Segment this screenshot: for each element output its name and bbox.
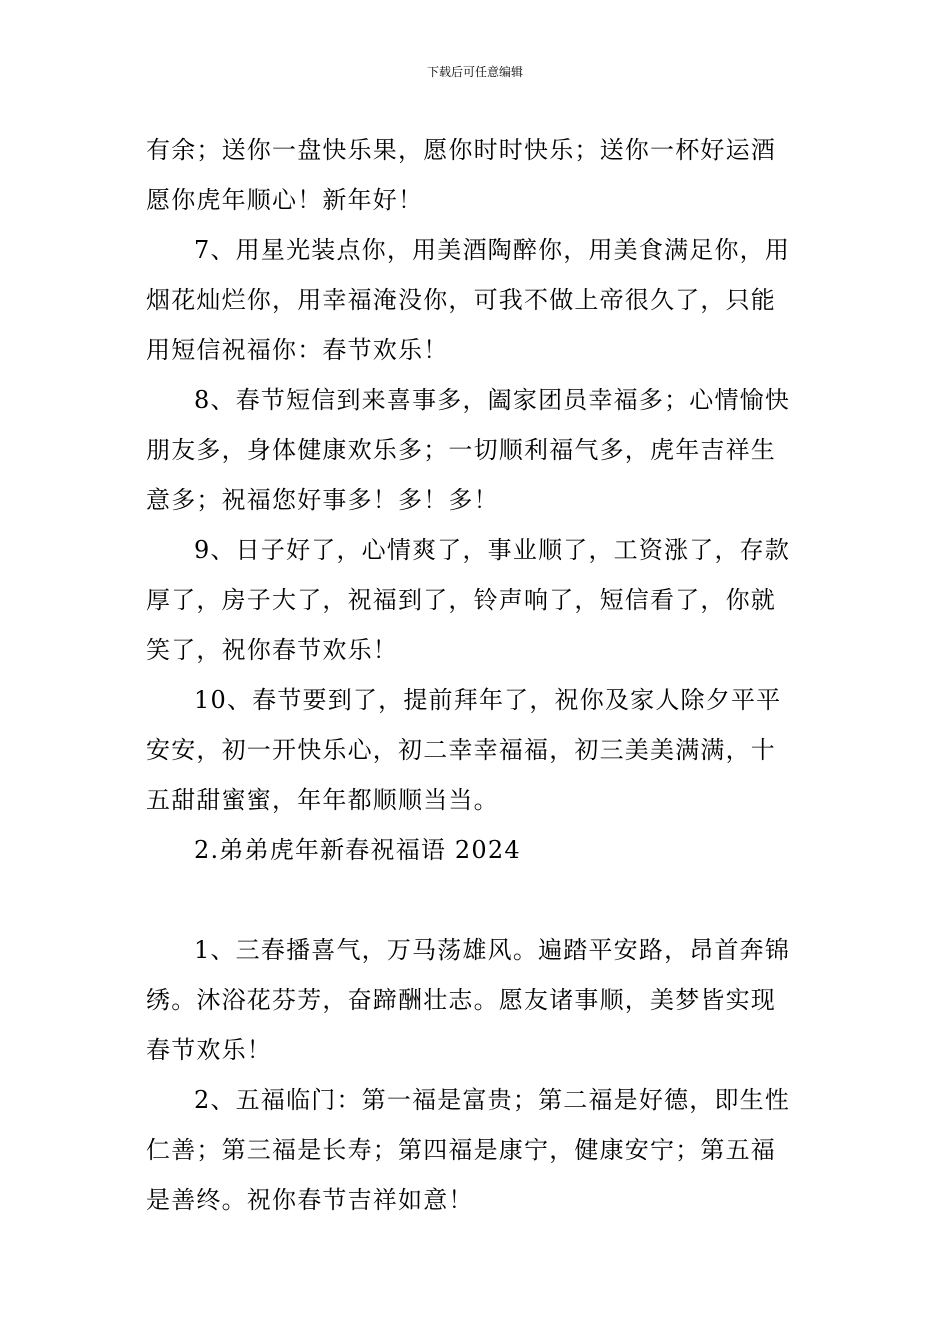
paragraph-item-9: 9、日子好了，心情爽了，事业顺了，工资涨了，存款 (194, 536, 791, 564)
paragraph-item-10: 10、春节要到了，提前拜年了，祝你及家人除夕平平 (194, 686, 782, 714)
text-line: 厚了，房子大了，祝福到了，铃声响了，短信看了，你就 (146, 586, 776, 614)
document-body (146, 125, 806, 1225)
text-line: 绣。沐浴花芬芳，奋蹄酬壮志。愿友诸事顺，美梦皆实现 (146, 986, 776, 1014)
page-header: 下载后可任意编辑 (426, 65, 523, 79)
text-line: 安安，初一开快乐心，初二幸幸福福，初三美美满满，十 (146, 736, 776, 764)
text-line: 烟花灿烂你，用幸福淹没你，可我不做上帝很久了，只能 (146, 286, 776, 314)
text-line: 有余；送你一盘快乐果，愿你时时快乐；送你一杯好运酒 (146, 136, 776, 164)
text-line: 用短信祝福你：春节欢乐！ (146, 336, 449, 364)
paragraph-item-1: 1、三春播喜气，万马荡雄风。遍踏平安路，昂首奔锦 (194, 936, 791, 964)
text-line: 意多；祝福您好事多！多！多！ (146, 486, 499, 514)
section-heading: 2.弟弟虎年新春祝福语 2024 (194, 836, 521, 864)
text-line: 朋友多，身体健康欢乐多；一切顺利福气多，虎年吉祥生 (146, 436, 776, 464)
paragraph-item-7: 7、用星光装点你，用美酒陶醉你，用美食满足你，用 (194, 236, 791, 264)
text-line: 是善终。祝你春节吉祥如意！ (146, 1186, 474, 1214)
text-line: 五甜甜蜜蜜，年年都顺顺当当。 (146, 786, 499, 814)
paragraph-item-8: 8、春节短信到来喜事多，阖家团员幸福多；心情愉快 (194, 386, 791, 414)
text-line: 愿你虎年顺心！新年好！ (146, 186, 424, 214)
text-line: 春节欢乐！ (146, 1036, 272, 1064)
paragraph-item-2: 2、五福临门：第一福是富贵；第二福是好德，即生性 (194, 1086, 791, 1114)
text-line: 仁善；第三福是长寿；第四福是康宁，健康安宁；第五福 (146, 1136, 776, 1164)
text-line: 笑了，祝你春节欢乐！ (146, 636, 398, 664)
section-spacer (146, 875, 806, 925)
